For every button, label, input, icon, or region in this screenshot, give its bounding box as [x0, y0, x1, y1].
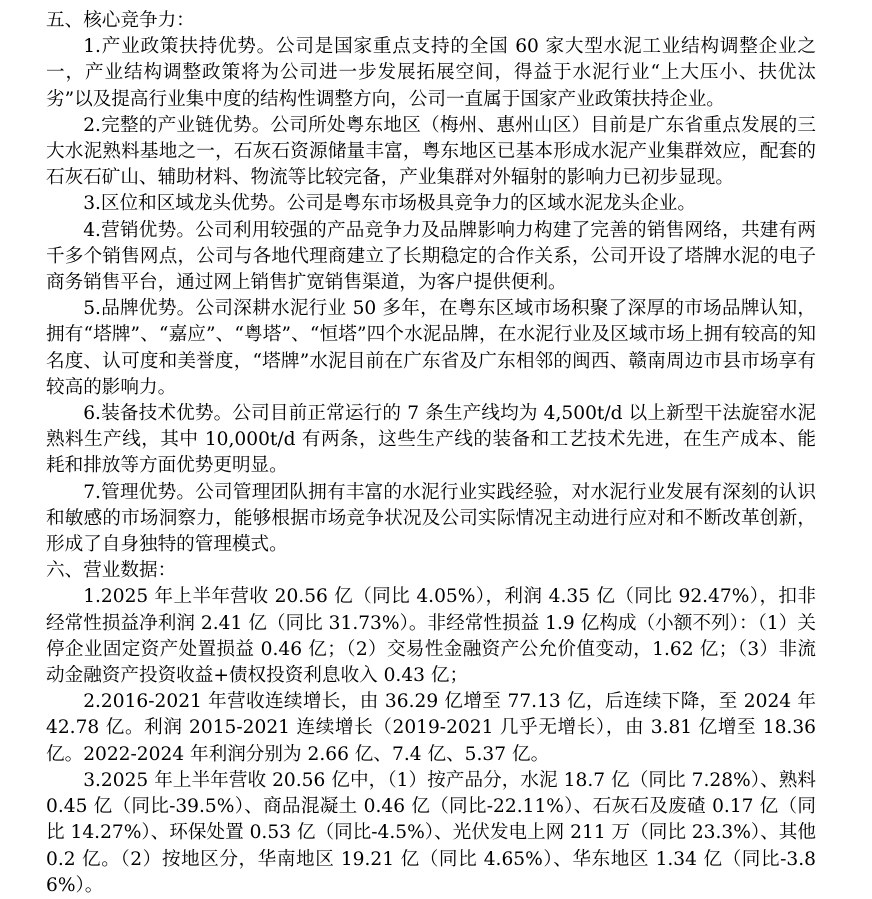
paragraph-h1-2025-results: 1.2025 年上半年营收 20.56 亿（同比 4.05%），利润 4.35 亿（同比 92.47%），扣非经常性损益净利润 2.41 亿（同比 31.73%）。非经常性损益 1.9 亿构成（小额不列）：（1）关停企业固定资产处置损益 0.46 亿；（2）交易性金融资产公允价值变动，1.62 亿；（3）非流动金融资产投资收益+债权投资利息收入 0.43 亿； — [46, 586, 816, 687]
paragraph-management: 7.管理优势。公司管理团队拥有丰富的水泥行业实践经验，对水泥行业发展有深刻的认识和敏感的市场洞察力，能够根据市场竞争状况及公司实际情况主动进行应对和不断改革创新，形成了自身独特的管理模式。 — [46, 481, 816, 556]
section-heading-operating-data: 六、营业数据： — [46, 560, 177, 582]
paragraph-revenue-history: 2.2016-2021 年营收连续增长，由 36.29 亿增至 77.13 亿，后连续下降，至 2024 年 42.78 亿。利润 2015-2021 连续增长（2019-2021 几乎无增长），由 3.81 亿增至 18.36 亿。2022-2024 年利润分别为 2.66 亿、7.4 亿、5.37 亿。 — [46, 691, 816, 765]
paragraph-brand: 5.品牌优势。公司深耕水泥行业 50 多年，在粤东区域市场积聚了深厚的市场品牌认知，拥有“塔牌”、“嘉应”、“粤塔”、“恒塔”四个水泥品牌，在水泥行业及区域市场上拥有较高的知名度、认可度和美誉度，“塔牌”水泥目前在广东省及广东相邻的闽西、赣南周边市县市场享有较高的影响力。 — [46, 298, 816, 398]
paragraph-equipment-technology: 6.装备技术优势。公司目前正常运行的 7 条生产线均为 4,500t/d 以上新型干法旋窑水泥熟料生产线，其中 10,000t/d 有两条，这些生产线的装备和工艺技术先进，在生产成本、能耗和排放等方面优势更明显。 — [46, 403, 816, 477]
paragraph-marketing: 4.营销优势。公司利用较强的产品竞争力及品牌影响力构建了完善的销售网络，共建有两千多个销售网点，公司与各地代理商建立了长期稳定的合作关系，公司开设了塔牌水泥的电子商务销售平台，通过网上销售扩宽销售渠道，为客户提供便利。 — [46, 219, 816, 294]
paragraph-revenue-breakdown: 3.2025 年上半年营收 20.56 亿中，（1）按产品分，水泥 18.7 亿（同比 7.28%）、熟料 0.45 亿（同比-39.5%）、商品混凝土 0.46 亿（同比-22.11%）、石灰石及废碴 0.17 亿（同比 14.27%）、环保处置 0.53 亿（同比-4.5%）、光伏发电上网 211 万（同比 23.3%）、其他 0.2 亿。（2）按地区分，华南地区 19.21 亿（同比 4.65%）、华东地区 1.34 亿（同比-3.86%）。 — [46, 769, 816, 896]
paragraph-industry-policy: 1.产业政策扶持优势。公司是国家重点支持的全国 60 家大型水泥工业结构调整企业之一，产业结构调整政策将为公司进一步发展拓展空间，得益于水泥行业“上大压小、扶优汰劣”以及提高行业集中度的结构性调整方向，公司一直属于国家产业政策扶持企业。 — [46, 36, 816, 110]
paragraph-regional-leader: 3.区位和区域龙头优势。公司是粤东市场极具竞争力的区域水泥龙头企业。 — [83, 193, 696, 215]
paragraph-industry-chain: 2.完整的产业链优势。公司所处粤东地区（梅州、惠州山区）目前是广东省重点发展的三大水泥熟料基地之一，石灰石资源储量丰富，粤东地区已基本形成水泥产业集群效应，配套的石灰石矿山、辅助材料、物流等比较完备，产业集群对外辐射的影响力已初步显现。 — [46, 114, 816, 189]
section-heading-core-competitiveness: 五、核心竞争力： — [46, 10, 195, 31]
document-body — [46, 8, 816, 899]
